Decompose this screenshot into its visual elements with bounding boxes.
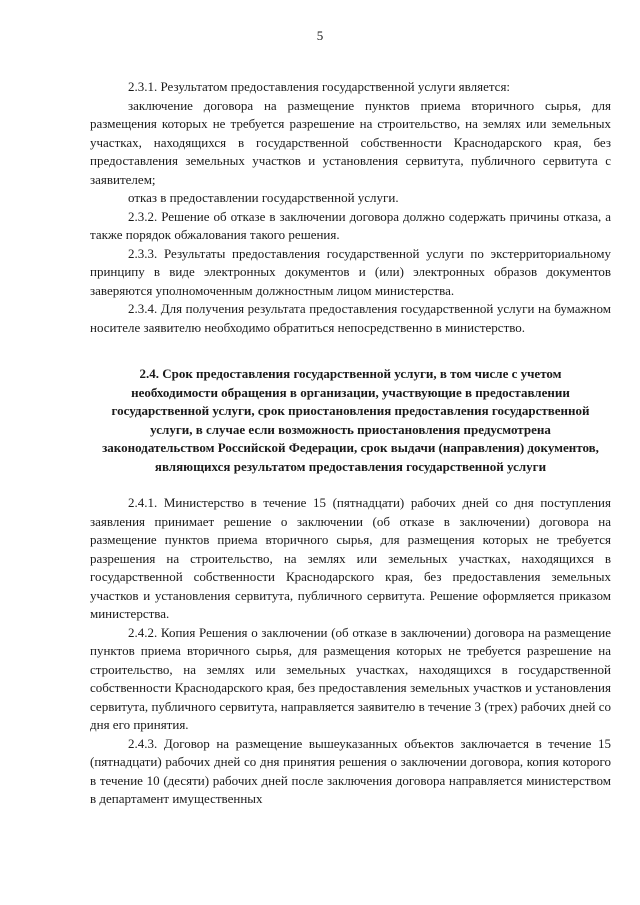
- document-body: [90, 78, 611, 809]
- paragraph-2-3-4: 2.3.4. Для получения результата предоставления государственной услуги на бумажном носителе заявителю необходимо обратиться непосредственно в министерство.: [90, 301, 611, 335]
- paragraph-2-3-3: 2.3.3. Результаты предоставления государственной услуги по экстерриториальному принципу в виде электронных документов и (или) электронных образов документов заверяются уполномоченным должностным лицом министерства.: [90, 245, 611, 298]
- page-number: 5: [316, 28, 324, 43]
- paragraph-2-3-1-result-contract: заключение договора на размещение пунктов приема вторичного сырья, для размещения которых не требуется разрешение на строительство, на землях или земельных участках, находящихся в государственной собственности Краснодарского края, без предоставления земельных участков и установления сервитута, публичного сервитута с заявителем;: [90, 97, 611, 187]
- paragraph-2-3-1: 2.3.1. Результатом предоставления государственной услуги является:: [128, 79, 511, 94]
- paragraph-2-4-2: 2.4.2. Копия Решения о заключении (об отказе в заключении) договора на размещение пунктов приема вторичного сырья, для размещения которых не требуется разрешение на строительство, на землях или земельных участках, находящихся в государственной собственности Краснодарского края, без предоставления земельных участков и установления сервитута, публичного сервитута, направляется заявителю в течение 3 (трех) рабочих дней со дня его принятия.: [90, 624, 611, 732]
- section-spacer: [90, 337, 611, 365]
- heading-spacer: [90, 476, 611, 494]
- paragraph-2-4-1: 2.4.1. Министерство в течение 15 (пятнадцати) рабочих дней со дня поступления заявления принимает решение о заключении (об отказе в заключении) договора на размещение пунктов приема вторичного сырья, для размещения которых не требуется разрешения на строительство, на землях или земельных участках, находящихся в государственной собственности Краснодарского края, без предоставления земельных участков и установления сервитута, публичного сервитута. Решение оформляется приказом министерства.: [90, 495, 611, 621]
- paragraph-2-4-3: 2.4.3. Договор на размещение вышеуказанных объектов заключается в течение 15 (пятнадцати) рабочих дней со дня принятия решения о заключении договора, копия которого в течение 10 (десяти) рабочих дней после заключения договора направляется министерством в департамент имущественных: [90, 735, 611, 806]
- paragraph-2-3-2: 2.3.2. Решение об отказе в заключении договора должно содержать причины отказа, а также порядок обжалования такого решения.: [90, 208, 611, 242]
- section-heading-2-4: 2.4. Срок предоставления государственной услуги, в том числе с учетом необходимости обращения в организации, участвующие в предоставлении государственной услуги, срок приостановления предоставления государственной услуги, в случае если возможность приостановления предусмотрена законодательством Российской Федерации, срок выдачи (направления) документов, являющихся результатом предоставления государственной услуги: [102, 366, 599, 474]
- paragraph-2-3-1-result-refusal: отказ в предоставлении государственной услуги.: [128, 190, 399, 205]
